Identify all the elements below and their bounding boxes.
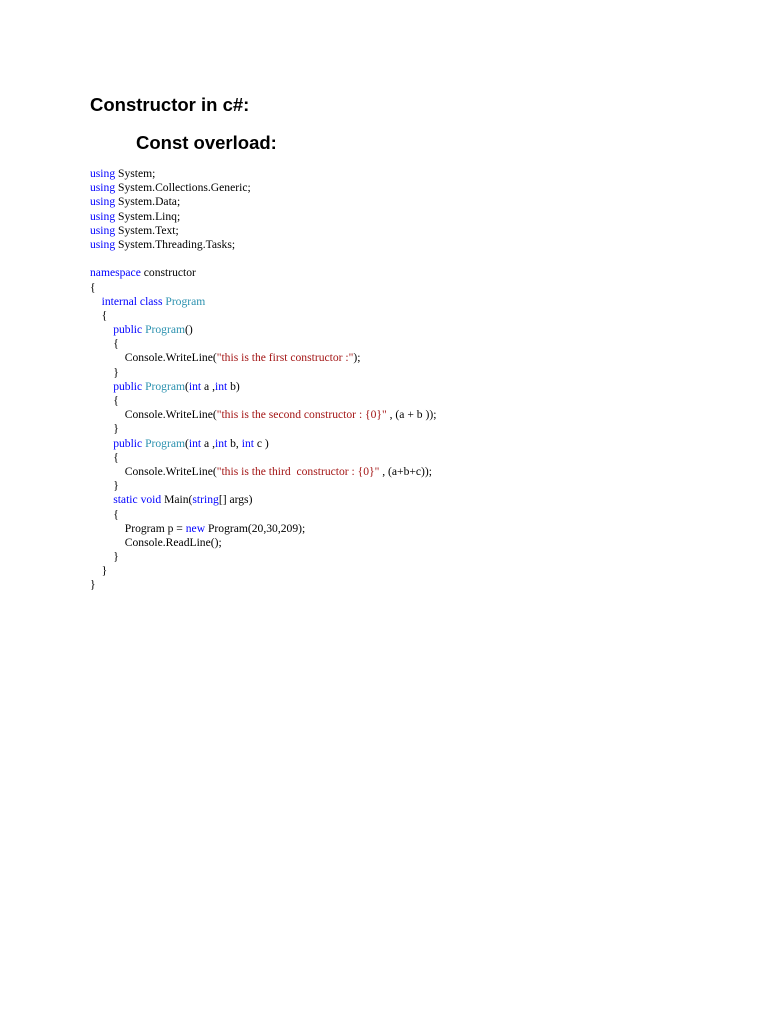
code-token-plain: ); <box>353 351 361 365</box>
code-line <box>90 550 730 564</box>
code-token-kw: int <box>188 436 202 450</box>
code-line <box>90 210 730 224</box>
code-token-plain: System.Linq; <box>115 209 181 223</box>
code-token-plain: () <box>185 323 193 337</box>
code-line <box>90 564 730 578</box>
code-token-plain <box>90 323 113 336</box>
code-token-kw: using <box>90 209 116 223</box>
code-token-type: Program <box>145 379 186 393</box>
code-token-plain: System.Text; <box>115 223 179 237</box>
code-token-kw: internal <box>101 294 138 308</box>
code-line <box>90 366 730 380</box>
code-line <box>90 309 730 323</box>
code-token-plain: } <box>90 479 119 493</box>
code-token-plain: Console.ReadLine(); <box>90 535 222 549</box>
code-token-plain: System.Threading.Tasks; <box>115 237 236 251</box>
code-line <box>90 493 730 507</box>
code-line <box>90 295 730 309</box>
code-token-type: Program <box>145 323 186 337</box>
code-token-plain <box>90 437 113 450</box>
code-token-plain: Main( <box>161 493 193 507</box>
code-token-kw: int <box>214 379 228 393</box>
code-token-type: Program <box>145 436 186 450</box>
code-token-kw: void <box>140 493 162 507</box>
code-token-plain: } <box>90 564 108 578</box>
code-token-plain: Program p = <box>90 521 186 535</box>
code-token-plain: a , <box>201 379 215 393</box>
code-line <box>90 351 730 365</box>
code-line <box>90 451 730 465</box>
code-token-kw: namespace <box>90 266 141 280</box>
code-token-kw: int <box>241 436 254 450</box>
code-line <box>90 252 730 266</box>
page-heading: Constructor in c#: <box>90 94 250 115</box>
code-line <box>90 337 730 351</box>
code-token-plain: { <box>90 394 119 407</box>
code-token-plain: } <box>90 550 119 564</box>
code-token-plain: Program(20,30,209); <box>205 521 306 535</box>
code-token-plain: } <box>90 365 119 379</box>
code-line <box>90 167 730 181</box>
code-token-plain <box>90 493 113 506</box>
code-token-plain: { <box>90 337 119 351</box>
code-token-str: "this is the second constructor : {0}" <box>216 408 387 422</box>
code-token-kw: int <box>188 379 202 393</box>
code-line <box>90 380 730 394</box>
code-token-str: "this is the first constructor :" <box>216 351 354 365</box>
code-line <box>90 195 730 209</box>
code-line <box>90 578 730 592</box>
code-token-plain: b, <box>227 436 242 450</box>
code-token-type: Program <box>165 294 206 308</box>
code-token-kw: using <box>90 181 116 195</box>
code-token-plain: { <box>90 450 119 464</box>
code-token-kw: public <box>113 436 143 450</box>
code-token-plain: , (a+b+c)); <box>379 464 432 478</box>
code-token-plain: { <box>90 280 96 294</box>
code-token-plain: System; <box>115 167 156 180</box>
code-line <box>90 281 730 295</box>
code-line <box>90 437 730 451</box>
code-token-plain: b) <box>227 379 240 393</box>
code-token-kw: string <box>192 493 219 507</box>
code-token-plain: Console.WriteLine( <box>90 408 217 422</box>
code-token-plain: System.Collections.Generic; <box>115 181 251 195</box>
code-token-plain <box>90 380 113 393</box>
code-line <box>90 536 730 550</box>
code-token-kw: static <box>113 493 138 507</box>
code-token-plain: Console.WriteLine( <box>90 464 217 478</box>
code-token-plain: ( <box>185 436 189 450</box>
code-token-plain: } <box>90 422 119 436</box>
code-token-plain: System.Data; <box>115 195 181 209</box>
code-line <box>90 422 730 436</box>
code-token-str: "this is the third constructor : {0}" <box>216 464 380 478</box>
code-token-kw: using <box>90 195 116 209</box>
code-token-plain: [] args) <box>218 493 253 507</box>
code-token-kw: new <box>185 521 206 535</box>
code-token-kw: public <box>113 379 143 393</box>
code-token-plain: constructor <box>140 266 196 280</box>
code-line <box>90 181 730 195</box>
code-line <box>90 479 730 493</box>
code-line <box>90 394 730 408</box>
code-line <box>90 465 730 479</box>
code-token-plain: } <box>90 578 96 592</box>
code-token-plain: c ) <box>253 436 269 450</box>
code-token-kw: using <box>90 223 116 237</box>
code-token-plain: a , <box>201 436 215 450</box>
code-line <box>90 408 730 422</box>
code-token-plain: , (a + b )); <box>386 408 437 422</box>
code-line <box>90 224 730 238</box>
code-token-plain <box>90 295 102 308</box>
code-line <box>90 522 730 536</box>
code-block <box>90 167 730 593</box>
code-token-kw: using <box>90 237 116 251</box>
code-token-plain: { <box>90 507 119 521</box>
code-line <box>90 238 730 252</box>
code-line <box>90 508 730 522</box>
code-token-kw: public <box>113 323 143 337</box>
code-token-plain: { <box>90 308 108 322</box>
code-token-kw: using <box>90 167 116 180</box>
code-line <box>90 323 730 337</box>
code-token-plain: Console.WriteLine( <box>90 351 217 365</box>
section-subheading: Const overload: <box>136 132 277 153</box>
code-token-kw: class <box>139 294 163 308</box>
code-token-kw: int <box>214 436 228 450</box>
code-line <box>90 266 730 280</box>
code-token-plain: ( <box>185 379 189 393</box>
